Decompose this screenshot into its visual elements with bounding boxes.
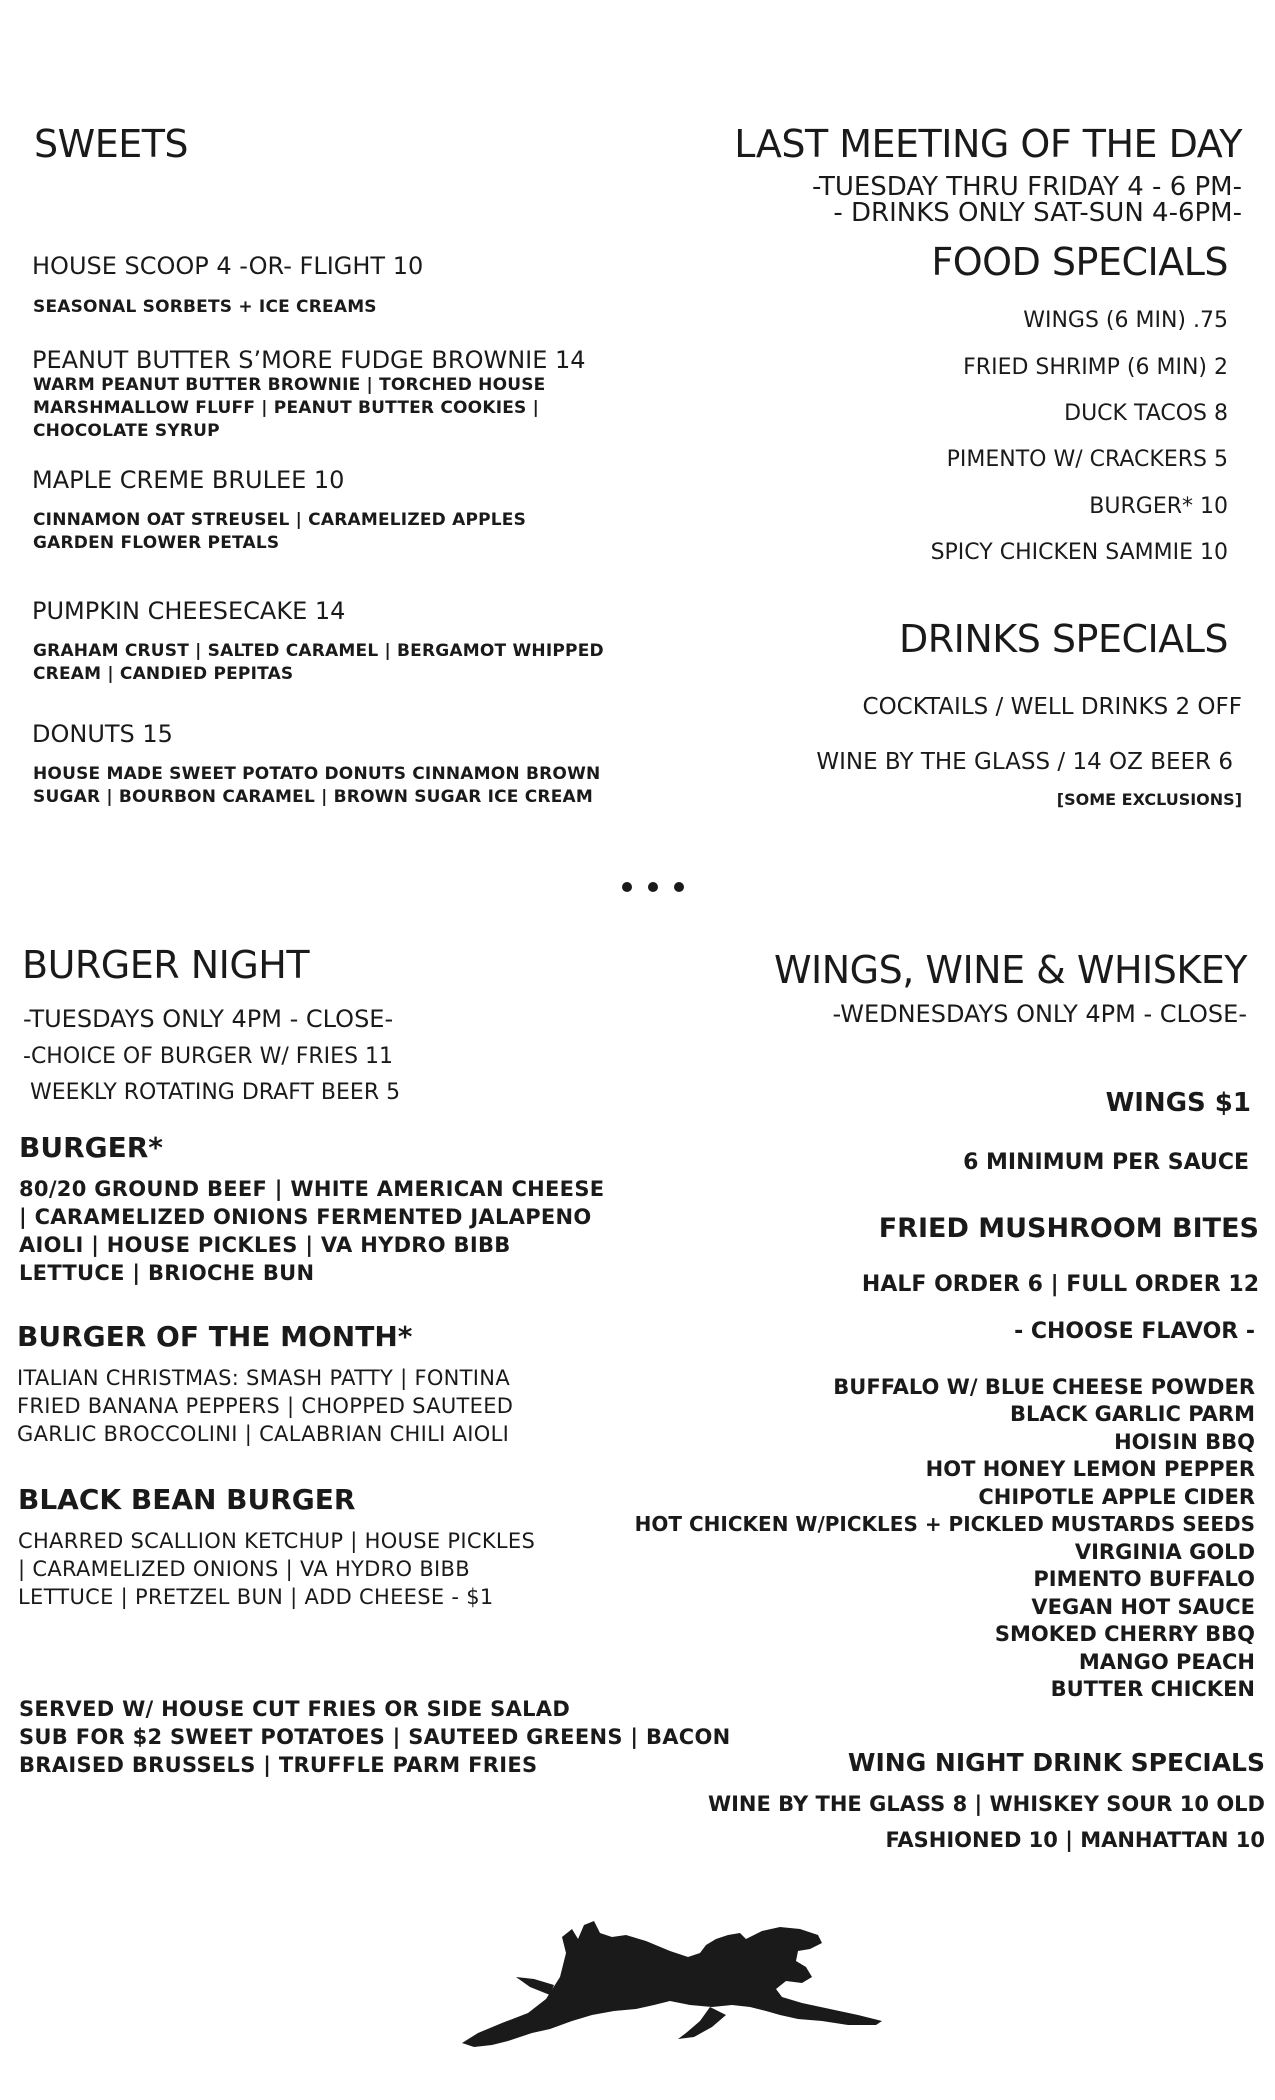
burger-of-the-month-desc: GARLIC BROCCOLINI | CALABRIAN CHILI AIOLI — [17, 1422, 510, 1446]
flavor-item: CHIPOTLE APPLE CIDER — [978, 1485, 1255, 1509]
wing-night-drinks-line: FASHIONED 10 | MANHATTAN 10 — [885, 1828, 1265, 1852]
food-special-item: BURGER* 10 — [1089, 494, 1228, 519]
burger-desc: | CARAMELIZED ONIONS FERMENTED JALAPENO — [19, 1205, 592, 1229]
burger-night-line: -TUESDAYS ONLY 4PM - CLOSE- — [23, 1005, 394, 1033]
wing-night-drinks-title: WING NIGHT DRINK SPECIALS — [847, 1748, 1265, 1777]
sweets-item-desc: CREAM | CANDIED PEPITAS — [33, 664, 294, 684]
wings-price: WINGS $1 — [1105, 1088, 1251, 1118]
burger-night-title: BURGER NIGHT — [22, 943, 310, 987]
flavor-item: BLACK GARLIC PARM — [1010, 1402, 1255, 1426]
burger-title: BURGER* — [19, 1131, 163, 1164]
food-specials-title: FOOD SPECIALS — [931, 240, 1228, 284]
sweets-item-desc: MARSHMALLOW FLUFF | PEANUT BUTTER COOKIES | — [33, 398, 540, 418]
dot — [622, 882, 632, 892]
flavor-item: HOISIN BBQ — [1114, 1430, 1255, 1454]
sweets-title: SWEETS — [34, 122, 189, 166]
black-bean-burger-desc: LETTUCE | PRETZEL BUN | ADD CHEESE - $1 — [18, 1585, 494, 1609]
sweets-item-name: PEANUT BUTTER S’MORE FUDGE BROWNIE 14 — [32, 346, 586, 374]
sweets-item-desc: GRAHAM CRUST | SALTED CARAMEL | BERGAMOT WHIPPED — [33, 641, 604, 661]
sweets-item-name: PUMPKIN CHEESECAKE 14 — [32, 597, 346, 625]
burger-desc: 80/20 GROUND BEEF | WHITE AMERICAN CHEESE — [19, 1177, 605, 1201]
choose-flavor-label: - CHOOSE FLAVOR - — [1014, 1319, 1255, 1344]
sweets-item-desc: HOUSE MADE SWEET POTATO DONUTS CINNAMON BROWN — [33, 764, 601, 784]
dot — [674, 882, 684, 892]
sweets-item-name: HOUSE SCOOP 4 -OR- FLIGHT 10 — [32, 252, 424, 280]
burger-of-the-month-desc: ITALIAN CHRISTMAS: SMASH PATTY | FONTINA — [17, 1366, 510, 1390]
sweets-item-desc: GARDEN FLOWER PETALS — [33, 533, 280, 553]
wings-minimum: 6 MINIMUM PER SAUCE — [963, 1150, 1249, 1175]
flavor-item: HOT CHICKEN W/PICKLES + PICKLED MUSTARDS SEEDS — [634, 1512, 1255, 1536]
last-meeting-subtitle: -TUESDAY THRU FRIDAY 4 - 6 PM- — [811, 172, 1242, 202]
fried-mushroom-title: FRIED MUSHROOM BITES — [878, 1213, 1259, 1244]
black-bean-burger-desc: CHARRED SCALLION KETCHUP | HOUSE PICKLES — [18, 1529, 536, 1553]
burger-desc: LETTUCE | BRIOCHE BUN — [19, 1261, 315, 1285]
sweets-item-desc: CHOCOLATE SYRUP — [33, 421, 220, 441]
fried-mushroom-price: HALF ORDER 6 | FULL ORDER 12 — [861, 1272, 1259, 1297]
running-rabbit-icon — [450, 1915, 890, 2050]
sweets-item-desc: SEASONAL SORBETS + ICE CREAMS — [33, 297, 377, 317]
wing-night-drinks-line: WINE BY THE GLASS 8 | WHISKEY SOUR 10 OLD — [707, 1792, 1265, 1816]
burger-desc: AIOLI | HOUSE PICKLES | VA HYDRO BIBB — [19, 1233, 511, 1257]
flavor-item: PIMENTO BUFFALO — [1033, 1567, 1255, 1591]
last-meeting-title: LAST MEETING OF THE DAY — [734, 122, 1242, 166]
three-dots-icon — [622, 882, 684, 892]
sweets-item-desc: WARM PEANUT BUTTER BROWNIE | TORCHED HOUSE — [33, 375, 546, 395]
exclusions-note: [SOME EXCLUSIONS] — [1056, 790, 1242, 809]
wings-night-title: WINGS, WINE & WHISKEY — [773, 948, 1247, 992]
black-bean-burger-desc: | CARAMELIZED ONIONS | VA HYDRO BIBB — [18, 1557, 470, 1581]
served-with-line: SERVED W/ HOUSE CUT FRIES OR SIDE SALAD — [19, 1697, 571, 1721]
burger-night-line: -CHOICE OF BURGER W/ FRIES 11 — [23, 1044, 394, 1069]
sweets-item-name: DONUTS 15 — [32, 720, 173, 748]
flavor-item: BUFFALO W/ BLUE CHEESE POWDER — [833, 1375, 1255, 1399]
flavor-item: BUTTER CHICKEN — [1050, 1677, 1255, 1701]
flavor-item: VIRGINIA GOLD — [1074, 1540, 1255, 1564]
food-special-item: SPICY CHICKEN SAMMIE 10 — [930, 540, 1228, 565]
sweets-item-desc: CINNAMON OAT STREUSEL | CARAMELIZED APPLES — [33, 510, 527, 530]
served-with-line: BRAISED BRUSSELS | TRUFFLE PARM FRIES — [19, 1753, 538, 1777]
flavor-item: MANGO PEACH — [1078, 1650, 1255, 1674]
burger-of-the-month-title: BURGER OF THE MONTH* — [17, 1320, 413, 1353]
black-bean-burger-title: BLACK BEAN BURGER — [18, 1483, 356, 1516]
flavor-item: SMOKED CHERRY BBQ — [994, 1622, 1255, 1646]
flavor-item: VEGAN HOT SAUCE — [1031, 1595, 1255, 1619]
burger-night-line: WEEKLY ROTATING DRAFT BEER 5 — [30, 1080, 401, 1105]
food-special-item: PIMENTO W/ CRACKERS 5 — [946, 447, 1228, 472]
flavor-item: HOT HONEY LEMON PEPPER — [925, 1457, 1255, 1481]
wings-night-subtitle: -WEDNESDAYS ONLY 4PM - CLOSE- — [832, 1000, 1247, 1028]
food-special-item: WINGS (6 MIN) .75 — [1023, 308, 1228, 333]
food-special-item: FRIED SHRIMP (6 MIN) 2 — [963, 355, 1228, 380]
sweets-item-desc: SUGAR | BOURBON CARAMEL | BROWN SUGAR ICE CREAM — [33, 787, 593, 807]
sweets-item-name: MAPLE CREME BRULEE 10 — [32, 466, 345, 494]
burger-of-the-month-desc: FRIED BANANA PEPPERS | CHOPPED SAUTEED — [17, 1394, 514, 1418]
dot — [648, 882, 658, 892]
drinks-specials-title: DRINKS SPECIALS — [899, 617, 1228, 661]
drink-special-item: WINE BY THE GLASS / 14 OZ BEER 6 — [816, 749, 1233, 775]
last-meeting-subtitle: - DRINKS ONLY SAT-SUN 4-6PM- — [833, 198, 1242, 228]
drink-special-item: COCKTAILS / WELL DRINKS 2 OFF — [862, 694, 1242, 720]
food-special-item: DUCK TACOS 8 — [1064, 401, 1228, 426]
served-with-line: SUB FOR $2 SWEET POTATOES | SAUTEED GREENS | BACON — [19, 1725, 731, 1749]
